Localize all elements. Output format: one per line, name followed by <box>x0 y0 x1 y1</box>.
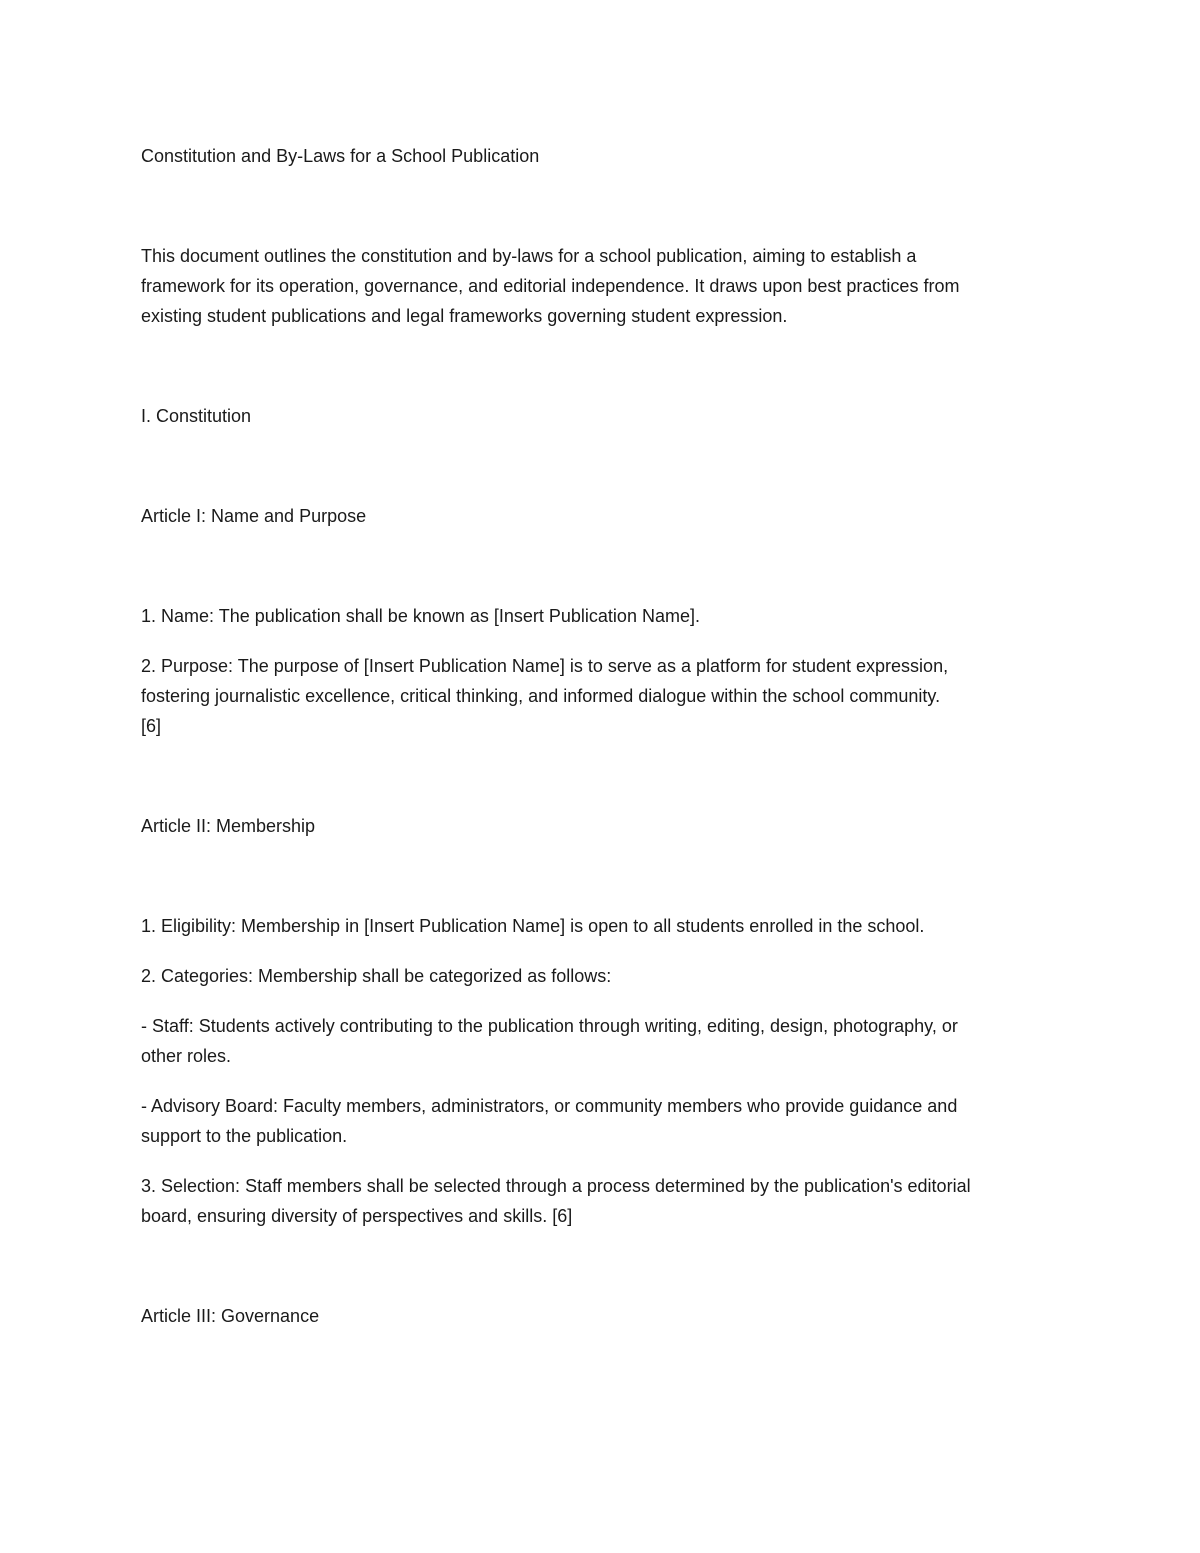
article-1-item-purpose-line-3: [6] <box>141 716 162 736</box>
section-heading-constitution: I. Constitution <box>141 406 252 426</box>
article-2-staff-line-2: other roles. <box>141 1046 232 1066</box>
document-title: Constitution and By-Laws for a School Publication <box>141 146 540 166</box>
intro-line-3: existing student publications and legal frameworks governing student expression. <box>141 306 788 326</box>
article-3-heading: Article III: Governance <box>141 1306 320 1326</box>
article-2-item-selection-line-1: 3. Selection: Staff members shall be selected through a process determined by the publication's editorial <box>141 1176 971 1196</box>
article-2-advisory-line-1: - Advisory Board: Faculty members, administrators, or community members who provide guidance and <box>141 1096 958 1116</box>
article-1-item-purpose-line-2: fostering journalistic excellence, critical thinking, and informed dialogue within the school community. <box>141 686 941 706</box>
article-1-item-name: 1. Name: The publication shall be known as [Insert Publication Name]. <box>141 606 700 626</box>
article-1-item-purpose-line-1: 2. Purpose: The purpose of [Insert Publication Name] is to serve as a platform for student expression, <box>141 656 949 676</box>
intro-line-1: This document outlines the constitution and by-laws for a school publication, aiming to establish a <box>141 246 917 266</box>
article-2-staff-line-1: - Staff: Students actively contributing to the publication through writing, editing, design, photography, or <box>141 1016 958 1036</box>
article-2-item-selection-line-2: board, ensuring diversity of perspectives and skills. [6] <box>141 1206 573 1226</box>
article-2-heading: Article II: Membership <box>141 816 316 836</box>
article-2-item-categories: 2. Categories: Membership shall be categorized as follows: <box>141 966 612 986</box>
intro-line-2: framework for its operation, governance, and editorial independence. It draws upon best practices from <box>141 276 960 296</box>
article-2-item-eligibility: 1. Eligibility: Membership in [Insert Publication Name] is open to all students enrolled in the school. <box>141 916 925 936</box>
article-1-heading: Article I: Name and Purpose <box>141 506 367 526</box>
article-2-advisory-line-2: support to the publication. <box>141 1126 348 1146</box>
